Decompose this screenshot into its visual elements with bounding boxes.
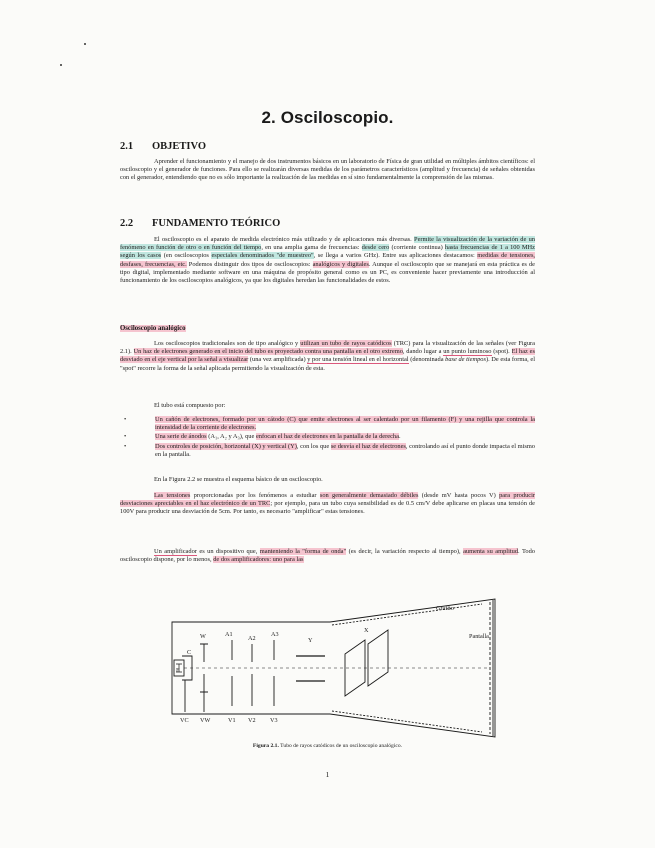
caption-label: Figura 2.1. (252, 743, 279, 749)
list-item (120, 443, 535, 459)
text-run: (es decir, la variación respecto al tiempo), (346, 548, 464, 555)
section-title: FUNDAMENTO TEÓRICO (152, 218, 281, 229)
section-heading-fundamento (120, 218, 280, 229)
label-a1: A1 (225, 631, 233, 638)
text-run: El tubo está compuesto por: (154, 402, 226, 409)
text-run: Los osciloscopios tradicionales son de tipo analógico y (154, 340, 301, 347)
text-run: , controlando así el punto donde impacta el mismo en la pantalla. (155, 442, 535, 458)
bullet-icon: • (124, 433, 127, 441)
page-title: 2. Osciloscopio. (261, 108, 394, 127)
label-y: Y (308, 637, 313, 644)
text-run: (TRC) para la visualización de las señales (ver Figura 2.1). (120, 340, 535, 356)
text-run: . (398, 433, 401, 441)
page-number: 1 (325, 770, 330, 779)
label-a3: A3 (271, 631, 279, 638)
text-run: . Todo osciloscopio dispone, por lo menos, (120, 548, 535, 564)
section-title: OBJETIVO (152, 141, 207, 152)
text-run: , con los que (296, 442, 331, 450)
highlight-run: Dos controles de posición, horizontal (X) y vertical (Y) (155, 442, 297, 450)
label-pantalla: Pantalla (469, 633, 489, 640)
text-run: (una vez amplificada) (248, 356, 308, 364)
highlight-run: aumenta su amplitud (463, 548, 519, 555)
text-run: proporcionadas por los fenómenos a estudiar (190, 492, 320, 499)
highlight-run: desde cero (361, 244, 390, 252)
highlight-run: Un haz de electrones generado en el inicio del tubo es proyectado contra una pantalla en el otro extremo (133, 348, 403, 356)
highlight-run: se desvía el haz de electrones (330, 442, 406, 450)
text-run: ; por ejemplo, para un tubo cuya sensibilidad es de 0.5 cm/V debe aplicarse en placas una tensión de 100V para producir una desviación de 5cm. Por tanto, es necesario "amplificar" estas tensiones. (120, 500, 535, 516)
subheading-text: Osciloscopio analógico (120, 325, 186, 332)
label-c: C (187, 649, 192, 656)
analogico-paragraph (120, 340, 535, 373)
list-item (120, 433, 535, 441)
underline-run: Un amplificador (154, 548, 197, 555)
text-run: En la Figura 2.2 se muestra el esquema básico de un osciloscopio. (154, 476, 323, 483)
tensiones-paragraph (120, 492, 535, 517)
scan-speck (60, 64, 62, 66)
label-vc: VC (180, 717, 189, 724)
italic-run: base de tiempos (445, 356, 486, 364)
text-run: , se llega a varios GHz). Entre sus aplicaciones destacamos: (313, 252, 478, 260)
underline-run: y por una tensión lineal en el horizontal (307, 356, 409, 364)
text-run: . Aunque el osciloscopio que se manejará en esta práctica es de tipo digital, implementado mediante software en una máquina de propósito general como es un PC, es conveniente hacer previamente una introducción al funcionamiento de los osciloscopios analógicos, ya que los digitales heredan las funcionalidades de estos. (120, 260, 535, 285)
label-f: F (176, 667, 180, 674)
text-run: (denominada (408, 356, 446, 364)
tube-components-list (120, 416, 535, 460)
text-run: (spot). (491, 348, 512, 356)
lead-wires (185, 680, 274, 706)
highlight-run: utilizan un tubo de rayos catódicos (300, 340, 392, 347)
text-run: (desde mV hasta pocos V) (418, 492, 500, 499)
text-run: Podemos distinguir dos tipos de osciloscopios: (186, 260, 313, 268)
text-run: es un dispositivo que, (196, 548, 260, 555)
text-run: El osciloscopio es el aparato de medida electrónico más utilizado y de aplicaciones más diversas. (154, 236, 415, 243)
highlight-run: medidas de tensiones, desfases, frecuencias, etc. (120, 252, 536, 268)
scan-speck (84, 43, 86, 45)
amplificador-paragraph (120, 548, 535, 564)
bullet-icon: • (124, 442, 127, 450)
highlight-run: manteniendo la "forma de onda" (259, 548, 347, 555)
tube-intro (120, 402, 535, 410)
label-v2: V2 (248, 717, 256, 724)
section-number: 2.2 (120, 218, 134, 229)
figure-caption (0, 743, 655, 749)
highlight-run: son generalmente demasiado débiles (319, 492, 419, 499)
highlight-run: para producir desviaciones apreciables en el haz electrónico de un TRC (120, 492, 536, 508)
highlight-run: especiales denominados "de muestreo" (211, 252, 314, 260)
highlight-run: hasta frecuencias de 1 a 100 MHz según los casos (120, 244, 535, 260)
label-grafito: Grafito (436, 605, 454, 612)
bullet-icon: • (124, 416, 127, 423)
crt-diagram (160, 594, 520, 744)
label-vw: VW (200, 717, 211, 724)
caption-text: Tubo de rayos catódicos de un osciloscopio analógico. (278, 743, 403, 749)
label-w: W (200, 633, 206, 640)
fundamento-paragraph (120, 236, 535, 285)
figure-reference (120, 476, 535, 484)
highlight-run: enfocan el haz de electrones en la pantalla de la derecha (255, 433, 399, 441)
label-v3: V3 (270, 717, 278, 724)
highlight-run: Permite la visualización de la variación de un fenómeno en función de otro o en función del tiempo (120, 236, 536, 252)
text-run: , dando lugar a (402, 348, 444, 356)
label-a2: A2 (248, 635, 256, 642)
underline-run: un punto luminoso (443, 348, 492, 356)
highlight-run: de dos amplificadores: uno para las (213, 556, 304, 564)
graphite-coating (332, 604, 482, 625)
subheading-analogico (120, 325, 186, 332)
text-run: , en una amplia gama de frecuencias: (261, 244, 362, 252)
highlight-run: Un cañón de electrones, formado por un cátodo (C) que emite electrones al ser calentado por un filamento (F) y una rejilla que controla la intensidad de la corriente de electrones. (155, 416, 535, 432)
highlight-run: Las tensiones (154, 492, 191, 499)
text-run: (A₁, A₂ y A₃), que (206, 433, 256, 441)
section-number: 2.1 (120, 141, 134, 152)
section-heading-objetivo (120, 141, 206, 152)
text-run: (corriente continua) (389, 244, 445, 252)
x-plate-right (368, 630, 388, 686)
text-run: ). De esta forma, el "spot" recorre la forma de la señal aplicada permitiendo la visualización de esta. (120, 356, 535, 372)
list-item (120, 416, 535, 432)
label-v1: V1 (228, 717, 236, 724)
objetivo-paragraph (120, 158, 535, 183)
highlight-run: analógicos y digitales (312, 260, 369, 268)
highlight-run: Una serie de ánodos (155, 433, 207, 441)
highlight-run: El haz es desviado en el eje vertical por la señal a visualizar (120, 348, 535, 364)
text-run: (en osciloscopios (161, 252, 212, 260)
label-x: X (364, 627, 369, 634)
paragraph-text: Aprender el funcionamiento y el manejo de dos instrumentos básicos en un laboratorio de Física de gran utilidad en múltiples ámbitos científicos: el osciloscopio y el generador de funciones. Para ello se realizarán diversas medidas de los parámetros característicos (amplitud y frecuencia) de señales obtenidas con el generador, entendiendo que no es sólo importante la realización de las medidas en sí sino fundamentalmente la comprensión de las mismas. (120, 158, 535, 182)
